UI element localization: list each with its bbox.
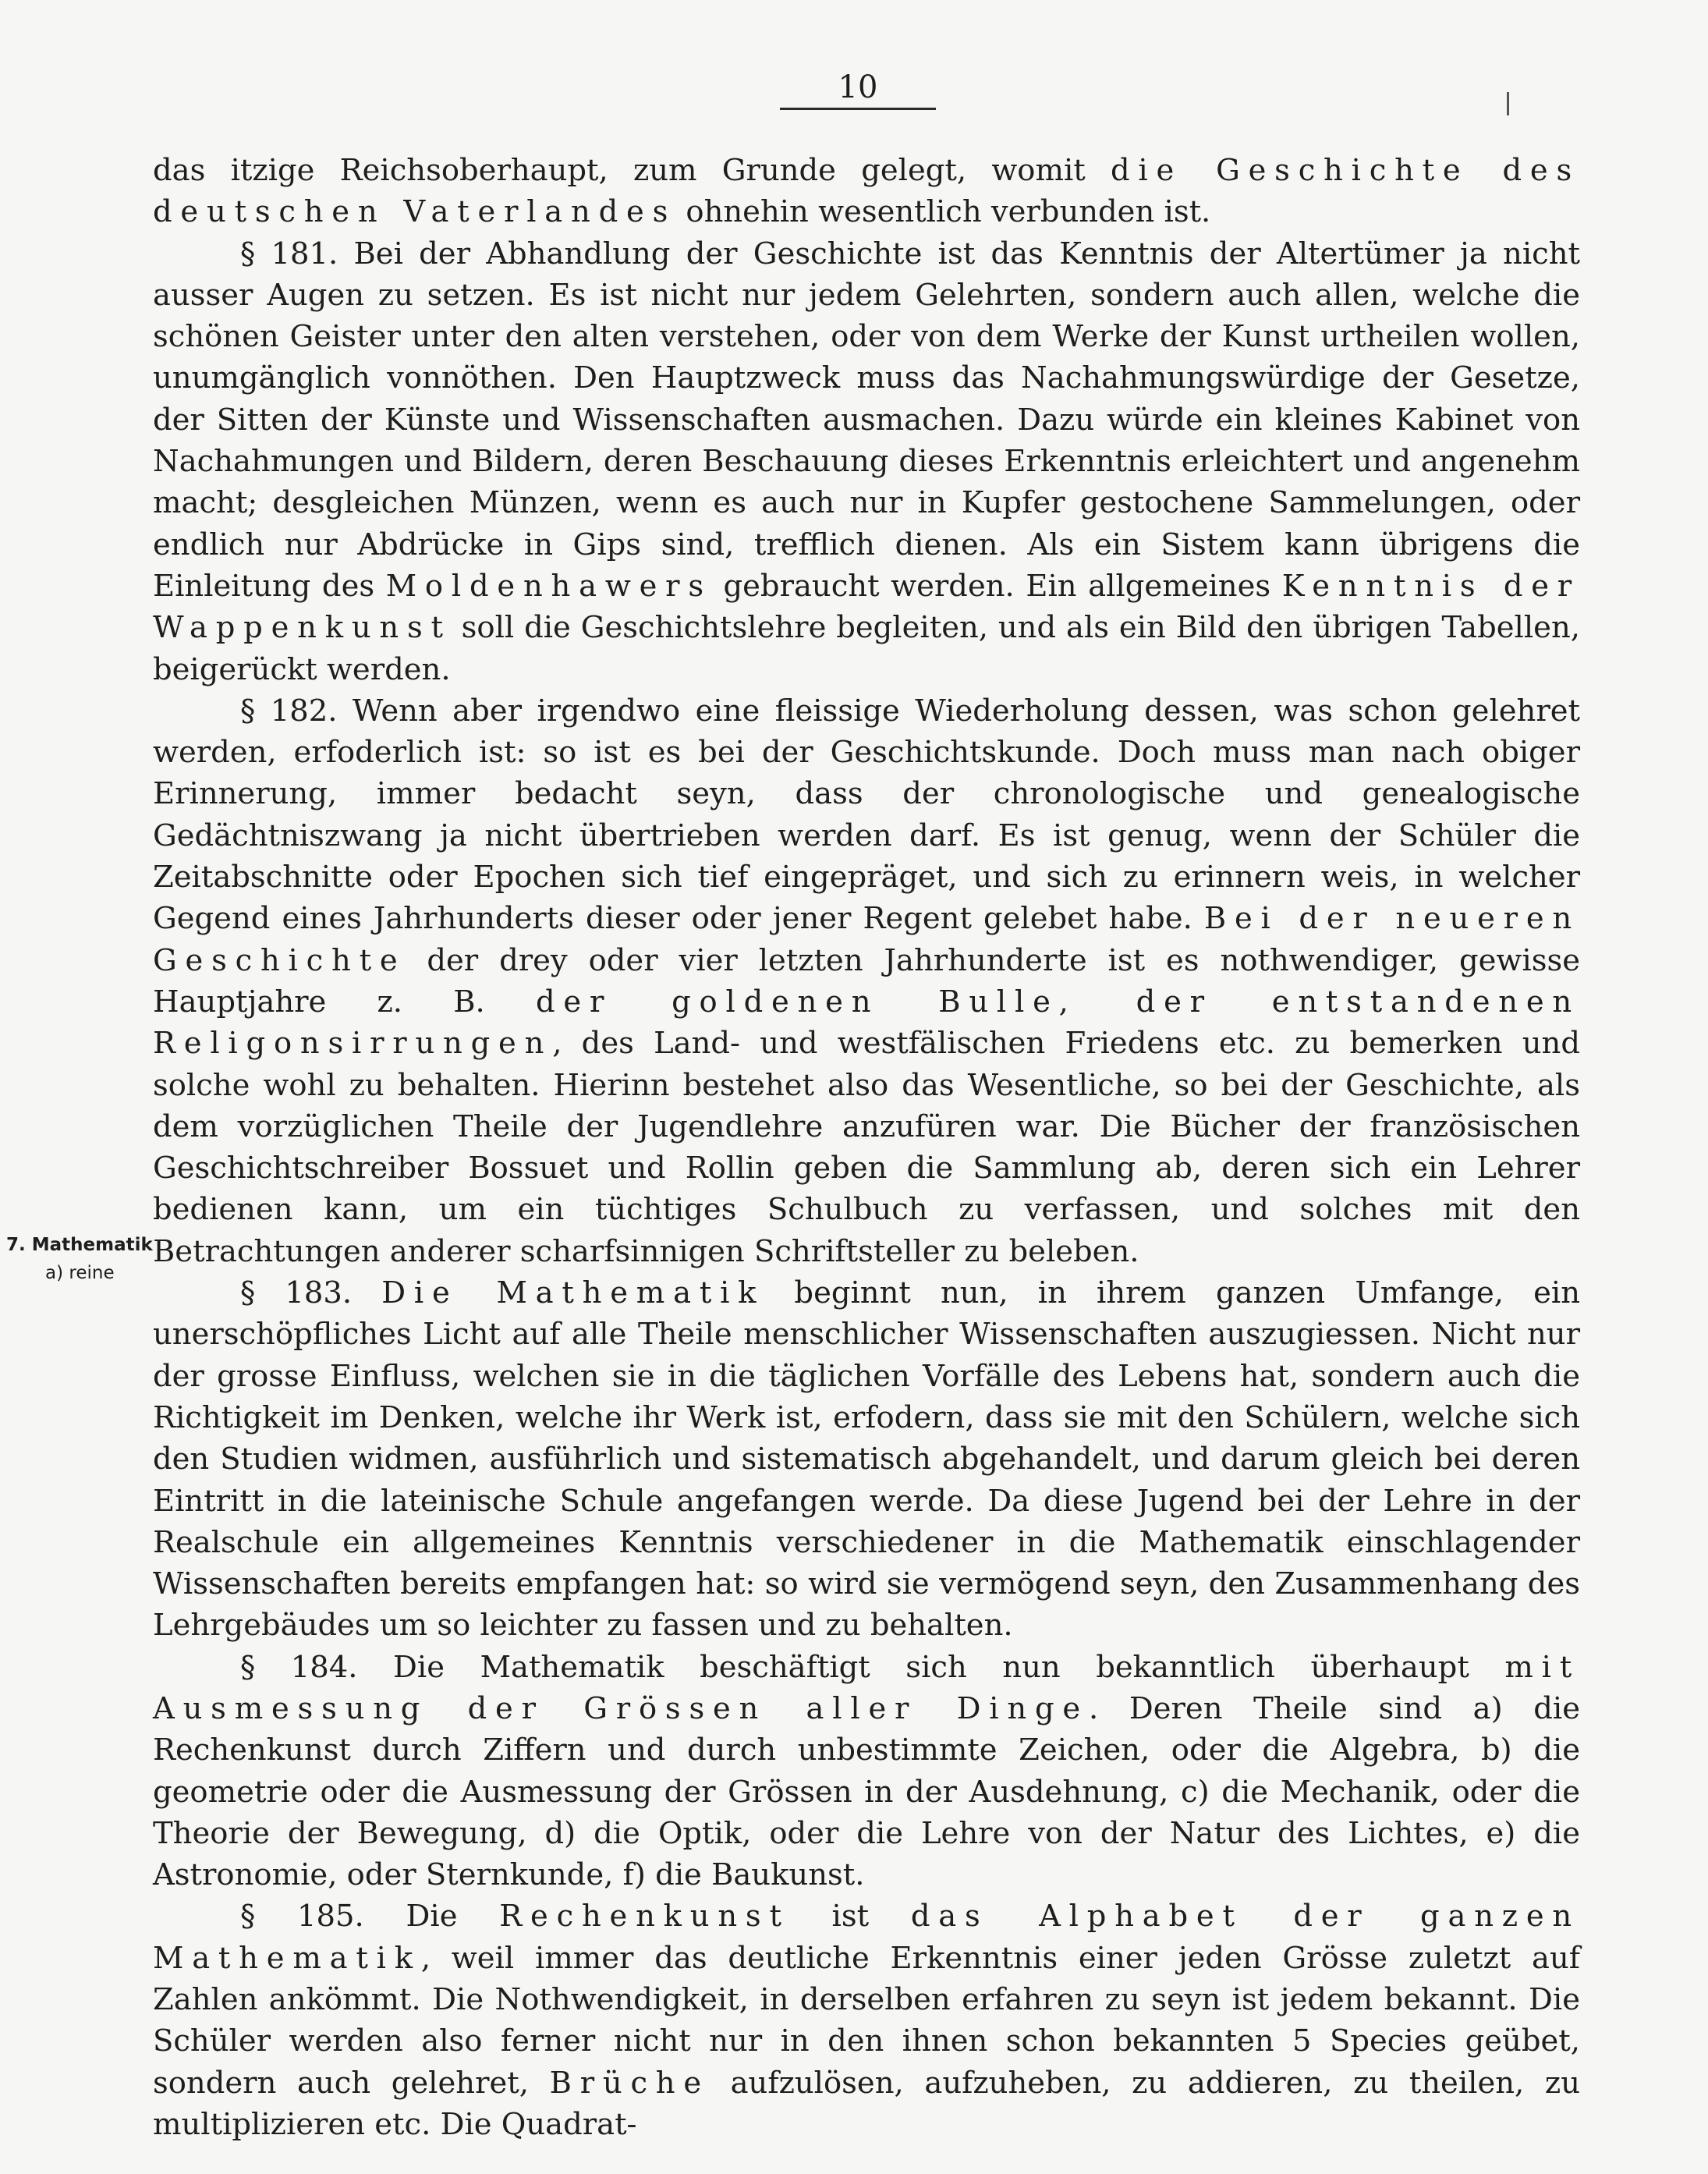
paragraph-text: § 181. Bei der Abhandlung der Geschichte ist das Kenntnis der Altertümer ja nicht ausser Augen zu setzen. Es ist nicht nur jedem Gelehrten, sondern auch allen, welche die schönen Geister unter den alten verstehen, oder von dem Werke der Kunst urtheilen wollen, unumgänglich vonnöthen. Den Hauptzweck muss das Nachahmungswürdige der Gesetze, der Sitten der Künste und Wissenschaften ausmachen. Dazu würde ein kleines Kabinet von Nachahmungen und Bildern, deren Beschauung dieses Erkenntnis erleichtert und angenehm macht; desgleichen Münzen, wenn es auch nur in Kupfer gestochene Sammelungen, oder endlich nur Abdrücke in Gips sind, trefflich dienen. Als ein Sistem kann übrigens die Einleitung des (153, 236, 1580, 604)
paragraph-text: § 183. (240, 1275, 382, 1311)
emphasized-text: Die Mathematik (381, 1275, 765, 1311)
emphasized-text: Bei der neueren Geschichte (153, 901, 1581, 978)
paragraph-185 (153, 1896, 1580, 2145)
page-number-rule (780, 108, 936, 110)
margin-note (6, 1231, 154, 1287)
emphasized-text: die Geschichte des deutschen Vaterlandes (153, 153, 1580, 230)
paragraph-text: das itzige Reichsoberhaupt, zum Grunde gelegt, womit (153, 153, 1111, 188)
emphasized-text: Rechenkunst (499, 1899, 790, 1935)
paragraph-text: § 185. Die (240, 1899, 500, 1935)
emphasized-text: Kenntnis der Wappenkunst (153, 568, 1580, 646)
paragraph-text: aufzulösen, aufzuheben, zu addieren, zu theilen, zu multiplizieren etc. Die Quadrat- (153, 2065, 1581, 2142)
margin-note-heading: 7. Mathematik (6, 1235, 153, 1255)
edge-mark (1507, 92, 1509, 115)
emphasized-text: Brüche (549, 2065, 710, 2101)
paragraph-text: . Deren Theile sind a) die Rechenkunst durch Ziffern und durch unbestimmte Zeichen, oder die Algebra, b) die geometrie oder die Ausmessung der Grössen in der Ausdehnung, c) die Mechanik, oder die Theorie der Bewegung, d) die Optik, oder die Lehre von der Natur des Lichtes, e) die Astronomie, oder Sternkunde, f) die Baukunst. (153, 1690, 1580, 1893)
paragraph-text: beginnt nun, in ihrem ganzen Umfange, ein unerschöpfliches Licht auf alle Theile menschlicher Wissenschaften auszugiessen. Nicht nur der grosse Einfluss, welchen sie in die täglichen Vorfälle des Lebens hat, sondern auch die Richtigkeit im Denken, welche ihr Werk ist, erfodern, dass sie mit den Schülern, welche sich den Studien widmen, ausführlich und sistematisch abgehandelt, und darum gleich bei deren Eintritt in die lateinische Schule angefangen werde. Da diese Jugend bei der Lehre in der Realschule ein allgemeines Kenntnis verschiedener in die Mathematik einschlagender Wissenschaften bereits empfangen hat: so wird sie vermögend seyn, den Zusammenhang des Lehrgebäudes um so leichter zu fassen und zu behalten. (153, 1275, 1580, 1644)
emphasized-text: das Alphabet der ganzen Mathematik (153, 1899, 1580, 1976)
paragraph-text: der drey oder vier letzten Jahrhunderte ist es nothwendiger, gewisse Hauptjahre z. B. (153, 942, 1580, 1020)
body-text (153, 150, 1580, 2145)
paragraph-text: ist (789, 1899, 911, 1935)
emphasized-text: der goldenen Bulle, der entstandenen Religonsirrungen (153, 984, 1580, 1062)
paragraph-text: , des Land- und westfälischen Friedens etc. zu bemerken und solche wohl zu behalten. Hierinn bestehet also das Wesentliche, so bei der Geschichte, als dem vorzüglichen Theile der Jugendlehre anzufüren war. Die Bücher der französischen Geschichtschreiber Bossuet und Rollin geben die Sammlung ab, deren sich ein Lehrer bedienen kann, um ein tüchtiges Schulbuch zu verfassen, und solches mit den Betrachtungen anderer scharfsinnigen Schriftsteller zu beleben. (153, 1026, 1580, 1269)
page-number: 10 (838, 69, 878, 105)
paragraph-182 (153, 690, 1580, 1272)
paragraph-text: § 182. Wenn aber irgendwo eine fleissige Wiederholung dessen, was schon gelehret werden, erfoderlich ist: so ist es bei der Geschichtskunde. Doch muss man nach obiger Erinnerung, immer bedacht seyn, dass der chronologische und genealogische Gedächtniszwang ja nicht übertrieben werden darf. Es ist genug, wenn der Schüler die Zeitabschnitte oder Epochen sich tief eingepräget, und sich zu erinnern weis, in welcher Gegend eines Jahrhunderts dieser oder jener Regent gelebet habe. (153, 693, 1580, 937)
emphasized-text: Moldenhawers (385, 568, 712, 604)
margin-note-subheading: a) reine (45, 1263, 115, 1283)
paragraph-intro (153, 150, 1580, 233)
paragraph-text: ohnehin wesentlich verbunden ist. (676, 194, 1211, 230)
paragraph-184 (153, 1647, 1580, 1896)
paragraph-text: soll die Geschichtslehre begleiten, und als ein Bild den übrigen Tabellen, beigerückt werden. (153, 610, 1580, 687)
paragraph-text: gebraucht werden. Ein allgemeines (711, 568, 1282, 604)
paragraph-text: , weil immer das deutliche Erkenntnis einer jeden Grösse zuletzt auf Zahlen ankömmt. Die Nothwendigkeit, in derselben erfahren zu seyn ist jedem bekannt. Die Schüler werden also ferner nicht nur in den ihnen schon bekannten 5 Species geübet, sondern auch gelehret, (153, 1940, 1580, 2101)
paragraph-181 (153, 233, 1580, 690)
paragraph-183 (153, 1272, 1580, 1647)
emphasized-text: mit Ausmessung der Grössen aller Dinge (153, 1649, 1580, 1726)
paragraph-text: § 184. Die Mathematik beschäftigt sich nun bekanntlich überhaupt (240, 1649, 1505, 1685)
